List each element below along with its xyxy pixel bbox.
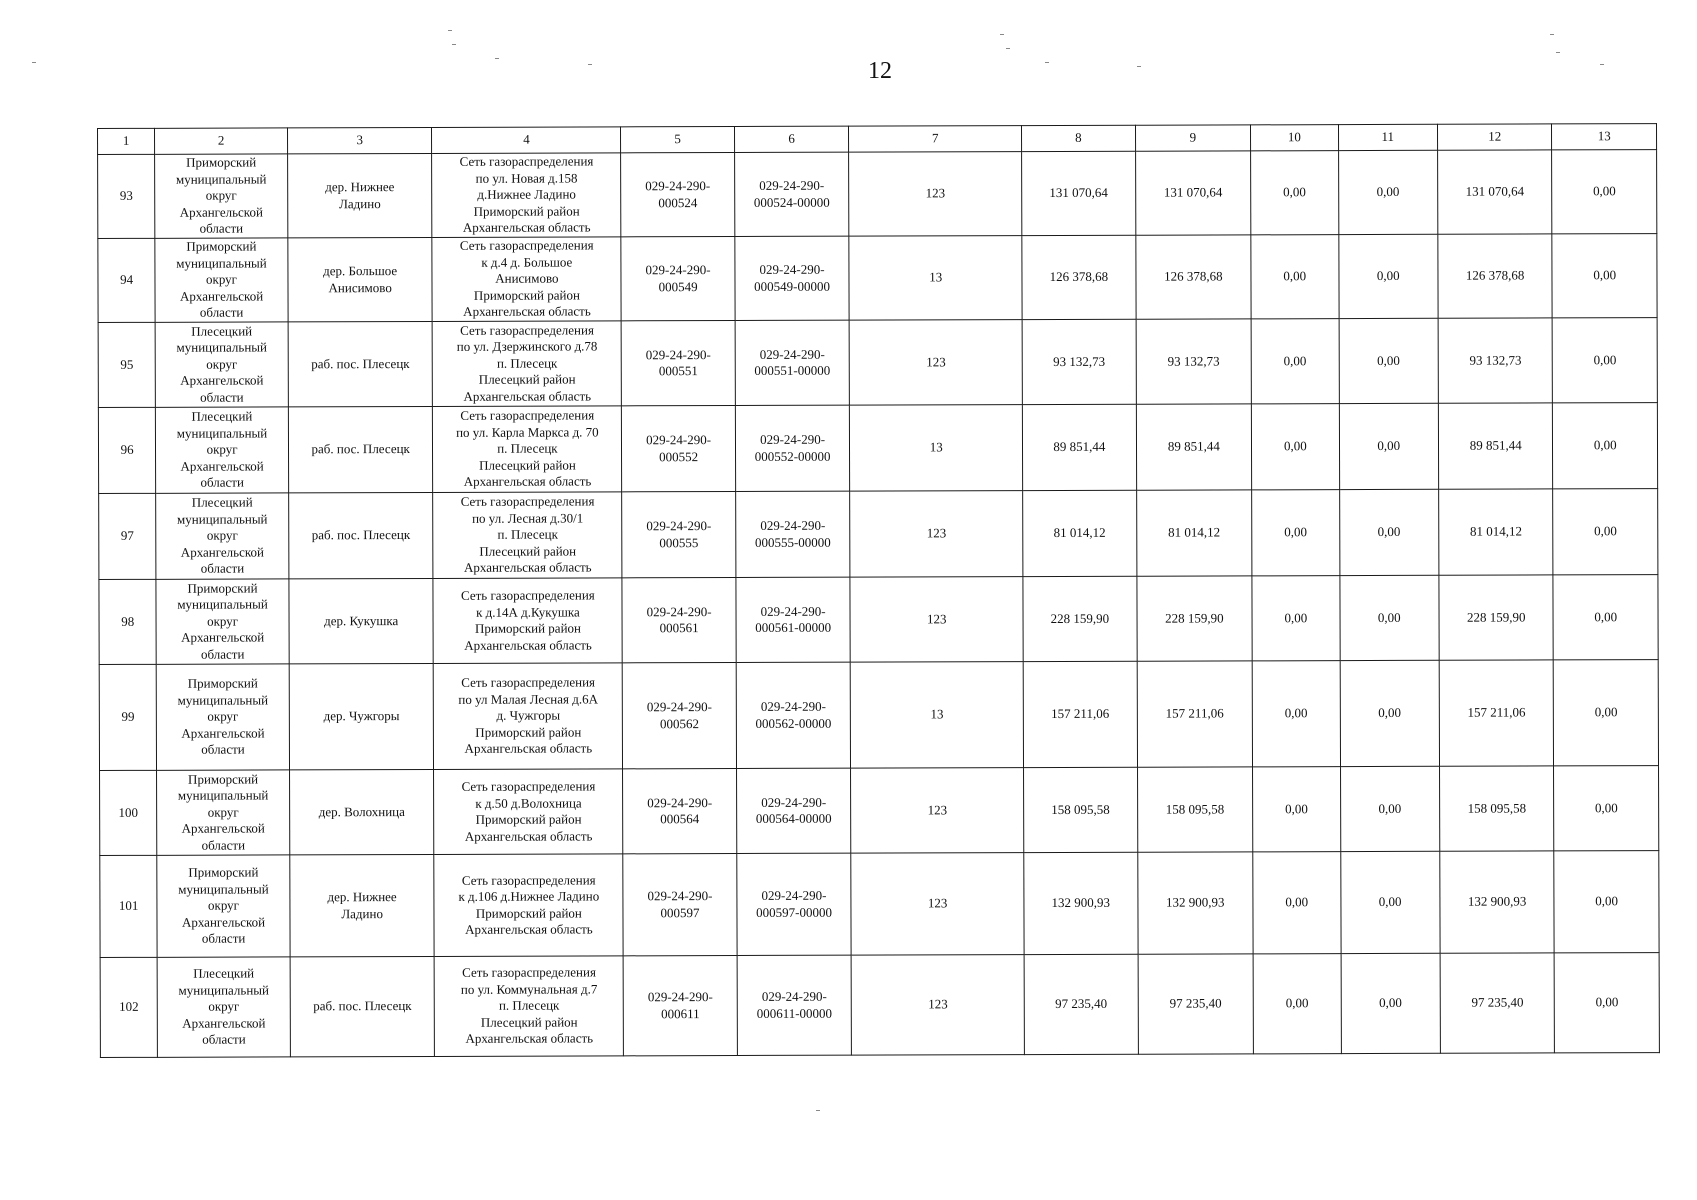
amount-cell: 97 235,40 bbox=[1024, 954, 1138, 1054]
amount-cell: 0,00 bbox=[1553, 318, 1658, 403]
object-description-cell: Сеть газораспределения по ул. Лесная д.30/1 п. Плесецк Плесецкий район Архангельская область bbox=[433, 492, 622, 579]
object-description-cell: Сеть газораспределения к д.14А д.Кукушка Приморский район Архангельская область bbox=[433, 578, 622, 664]
code-cell: 123 bbox=[849, 152, 1022, 237]
scan-speck bbox=[1556, 52, 1560, 53]
amount-cell: 93 132,73 bbox=[1136, 319, 1252, 404]
amount-cell: 89 851,44 bbox=[1438, 403, 1553, 489]
scan-speck bbox=[1600, 64, 1604, 65]
amount-cell: 0,00 bbox=[1554, 851, 1659, 953]
object-description-cell: Сеть газораспределения по ул Малая Лесная д.6А д. Чужгоры Приморский район Архангельская область bbox=[434, 663, 623, 770]
amount-cell: 81 014,12 bbox=[1023, 490, 1137, 576]
row-number-cell: 94 bbox=[98, 238, 156, 322]
amount-cell: 89 851,44 bbox=[1136, 404, 1252, 490]
registry-number-cell: 029-24-290- 000551 bbox=[621, 320, 735, 405]
scan-speck bbox=[452, 44, 456, 45]
object-description-cell: Сеть газораспределения по ул. Карла Маркса д. 70 п. Плесецк Плесецкий район Архангельская область bbox=[433, 406, 622, 493]
municipality-cell: Приморский муниципальный округ Архангельской области bbox=[156, 579, 289, 664]
amount-cell: 93 132,73 bbox=[1438, 318, 1553, 403]
inventory-number-cell: 029-24-290- 000561-00000 bbox=[736, 577, 851, 662]
amount-cell: 131 070,64 bbox=[1022, 151, 1136, 235]
amount-cell: 132 900,93 bbox=[1024, 852, 1138, 954]
amount-cell: 0,00 bbox=[1340, 851, 1440, 953]
row-number-cell: 95 bbox=[98, 322, 156, 407]
inventory-number-cell: 029-24-290- 000555-00000 bbox=[735, 491, 850, 577]
table-row bbox=[99, 575, 1658, 665]
inventory-number-cell: 029-24-290- 000564-00000 bbox=[736, 768, 851, 853]
table-row bbox=[98, 234, 1657, 323]
object-description-cell: Сеть газораспределения по ул. Коммунальная д.7 п. Плесецк Плесецкий район Архангельская область bbox=[435, 956, 624, 1057]
header-cell: 3 bbox=[287, 127, 432, 153]
amount-cell: 131 070,64 bbox=[1135, 151, 1251, 235]
amount-cell: 0,00 bbox=[1252, 490, 1340, 576]
object-description-cell: Сеть газораспределения к д.50 д.Волохница Приморский район Архангельская область bbox=[434, 769, 623, 855]
amount-cell: 158 095,58 bbox=[1439, 766, 1554, 851]
table-row bbox=[98, 403, 1657, 494]
amount-cell: 228 159,90 bbox=[1137, 576, 1253, 661]
amount-cell: 0,00 bbox=[1251, 151, 1339, 235]
table-row bbox=[100, 766, 1659, 856]
registry-number-cell: 029-24-290- 000549 bbox=[621, 236, 735, 320]
header-cell: 6 bbox=[734, 126, 849, 152]
object-description-cell: Сеть газораспределения по ул. Дзержинского д.78 п. Плесецк Плесецкий район Архангельская область bbox=[433, 321, 622, 407]
amount-cell: 157 211,06 bbox=[1137, 661, 1253, 767]
amount-cell: 0,00 bbox=[1553, 489, 1658, 575]
municipality-cell: Плесецкий муниципальный округ Архангельской области bbox=[157, 957, 290, 1057]
row-number-cell: 99 bbox=[99, 664, 157, 770]
inventory-number-cell: 029-24-290- 000551-00000 bbox=[735, 320, 850, 405]
amount-cell: 126 378,68 bbox=[1438, 234, 1553, 318]
municipality-cell: Приморский муниципальный округ Архангельской области bbox=[156, 664, 289, 770]
registry-number-cell: 029-24-290- 000597 bbox=[623, 853, 737, 955]
amount-cell: 0,00 bbox=[1253, 852, 1341, 954]
scan-speck bbox=[448, 30, 452, 31]
settlement-cell: дер. Кукушка bbox=[289, 578, 434, 663]
table-row bbox=[99, 660, 1658, 771]
registry-number-cell: 029-24-290- 000561 bbox=[622, 577, 736, 662]
amount-cell: 0,00 bbox=[1552, 234, 1657, 318]
amount-cell: 97 235,40 bbox=[1440, 953, 1555, 1053]
inventory-number-cell: 029-24-290- 000562-00000 bbox=[736, 662, 851, 768]
code-cell: 123 bbox=[851, 768, 1024, 854]
amount-cell: 126 378,68 bbox=[1135, 235, 1251, 319]
header-cell: 2 bbox=[155, 128, 288, 154]
settlement-cell: раб. пос. Плесецк bbox=[288, 406, 433, 492]
scan-speck bbox=[32, 62, 36, 63]
amount-cell: 132 900,93 bbox=[1440, 851, 1555, 953]
amount-cell: 0,00 bbox=[1251, 404, 1339, 490]
header-cell: 4 bbox=[432, 127, 621, 154]
code-cell: 123 bbox=[850, 491, 1023, 578]
amount-cell: 0,00 bbox=[1553, 403, 1658, 489]
registry-number-cell: 029-24-290- 000555 bbox=[622, 491, 736, 577]
scan-speck bbox=[1137, 66, 1141, 67]
header-cell: 13 bbox=[1552, 124, 1657, 150]
amount-cell: 0,00 bbox=[1341, 953, 1441, 1053]
registry-number-cell: 029-24-290- 000562 bbox=[623, 662, 737, 768]
page-number: 12 bbox=[868, 58, 892, 84]
amount-cell: 0,00 bbox=[1252, 661, 1340, 767]
row-number-cell: 102 bbox=[100, 957, 158, 1057]
amount-cell: 132 900,93 bbox=[1137, 852, 1253, 954]
amount-cell: 81 014,12 bbox=[1136, 490, 1252, 576]
object-description-cell: Сеть газораспределения по ул. Новая д.158 д.Нижнее Ладино Приморский район Архангельская область bbox=[432, 153, 621, 238]
code-cell: 123 bbox=[850, 577, 1023, 663]
code-cell: 123 bbox=[849, 320, 1022, 406]
scan-speck bbox=[1550, 34, 1554, 35]
inventory-number-cell: 029-24-290- 000611-00000 bbox=[737, 955, 852, 1055]
row-number-cell: 93 bbox=[98, 154, 156, 238]
amount-cell: 0,00 bbox=[1251, 235, 1339, 319]
code-cell: 13 bbox=[850, 405, 1023, 492]
amount-cell: 0,00 bbox=[1555, 953, 1660, 1053]
code-cell: 123 bbox=[851, 853, 1024, 956]
table-row bbox=[98, 318, 1657, 408]
municipality-cell: Приморский муниципальный округ Архангельской области bbox=[157, 855, 290, 957]
amount-cell: 0,00 bbox=[1338, 234, 1438, 318]
header-cell: 1 bbox=[98, 128, 155, 154]
inventory-number-cell: 029-24-290- 000549-00000 bbox=[735, 236, 850, 320]
amount-cell: 0,00 bbox=[1339, 489, 1439, 575]
amount-cell: 0,00 bbox=[1339, 318, 1439, 403]
amount-cell: 97 235,40 bbox=[1138, 954, 1254, 1054]
municipality-cell: Приморский муниципальный округ Архангельской области bbox=[157, 770, 290, 855]
settlement-cell: раб. пос. Плесецк bbox=[290, 956, 435, 1056]
scan-speck bbox=[588, 64, 592, 65]
municipality-cell: Плесецкий муниципальный округ Архангельской области bbox=[156, 407, 289, 493]
document-table-container bbox=[97, 123, 1660, 1058]
settlement-cell: дер. Волохница bbox=[289, 769, 434, 854]
inventory-number-cell: 029-24-290- 000552-00000 bbox=[735, 405, 850, 491]
header-cell: 7 bbox=[849, 126, 1022, 153]
code-cell: 13 bbox=[851, 662, 1024, 769]
inventory-number-cell: 029-24-290- 000597-00000 bbox=[737, 853, 852, 955]
header-cell: 5 bbox=[621, 126, 735, 152]
header-cell: 11 bbox=[1338, 124, 1438, 150]
amount-cell: 0,00 bbox=[1554, 766, 1659, 851]
header-cell: 12 bbox=[1437, 124, 1552, 150]
municipality-cell: Приморский муниципальный округ Архангельской области bbox=[155, 154, 288, 238]
amount-cell: 158 095,58 bbox=[1024, 767, 1138, 852]
amount-cell: 0,00 bbox=[1252, 576, 1340, 661]
amount-cell: 0,00 bbox=[1253, 767, 1341, 852]
header-cell: 9 bbox=[1135, 125, 1251, 151]
settlement-cell: дер. Большое Анисимово bbox=[288, 237, 433, 321]
amount-cell: 81 014,12 bbox=[1439, 489, 1554, 575]
amount-cell: 157 211,06 bbox=[1023, 661, 1137, 767]
code-cell: 13 bbox=[849, 236, 1022, 321]
registry-number-cell: 029-24-290- 000524 bbox=[621, 152, 735, 236]
object-description-cell: Сеть газораспределения к д.4 д. Большое Анисимово Приморский район Архангельская область bbox=[432, 237, 621, 322]
registry-number-cell: 029-24-290- 000552 bbox=[622, 405, 736, 491]
amount-cell: 228 159,90 bbox=[1023, 576, 1137, 661]
amount-cell: 0,00 bbox=[1338, 150, 1438, 234]
amount-cell: 0,00 bbox=[1251, 319, 1339, 404]
settlement-cell: раб. пос. Плесецк bbox=[288, 492, 433, 578]
amount-cell: 228 159,90 bbox=[1439, 575, 1554, 660]
scan-speck bbox=[1045, 62, 1049, 63]
amount-cell: 131 070,64 bbox=[1438, 150, 1553, 234]
amount-cell: 0,00 bbox=[1339, 403, 1439, 489]
amount-cell: 0,00 bbox=[1552, 150, 1657, 234]
settlement-cell: дер. Чужгоры bbox=[289, 663, 434, 769]
municipality-cell: Плесецкий муниципальный округ Архангельской области bbox=[156, 493, 289, 579]
inventory-number-cell: 029-24-290- 000524-00000 bbox=[734, 152, 849, 236]
settlement-cell: дер. Нижнее Ладино bbox=[287, 153, 432, 237]
object-description-cell: Сеть газораспределения к д.106 д.Нижнее Ладино Приморский район Архангельская область bbox=[434, 854, 623, 957]
amount-cell: 0,00 bbox=[1339, 575, 1439, 660]
settlement-cell: дер. Нижнее Ладино bbox=[290, 854, 435, 956]
amount-cell: 157 211,06 bbox=[1439, 660, 1554, 766]
amount-cell: 0,00 bbox=[1340, 660, 1440, 766]
scan-speck bbox=[1006, 48, 1010, 49]
municipality-cell: Приморский муниципальный округ Архангельской области bbox=[155, 238, 288, 322]
amount-cell: 0,00 bbox=[1553, 575, 1658, 660]
amount-cell: 0,00 bbox=[1340, 766, 1440, 851]
amount-cell: 89 851,44 bbox=[1022, 404, 1136, 490]
row-number-cell: 98 bbox=[99, 579, 157, 664]
row-number-cell: 96 bbox=[98, 407, 156, 493]
code-cell: 123 bbox=[851, 955, 1024, 1056]
amount-cell: 126 378,68 bbox=[1022, 235, 1136, 319]
amount-cell: 0,00 bbox=[1554, 660, 1659, 766]
register-table bbox=[97, 123, 1660, 1058]
row-number-cell: 101 bbox=[100, 855, 158, 957]
settlement-cell: раб. пос. Плесецк bbox=[288, 321, 433, 406]
table-row bbox=[100, 953, 1659, 1058]
row-number-cell: 97 bbox=[99, 493, 157, 579]
table-row bbox=[98, 150, 1657, 239]
scan-speck bbox=[1000, 34, 1004, 35]
scan-speck bbox=[495, 58, 499, 59]
registry-number-cell: 029-24-290- 000564 bbox=[623, 768, 737, 853]
amount-cell: 93 132,73 bbox=[1022, 319, 1136, 404]
table-row bbox=[100, 851, 1659, 958]
table-row bbox=[99, 489, 1658, 580]
amount-cell: 158 095,58 bbox=[1137, 767, 1253, 852]
header-cell: 8 bbox=[1022, 125, 1136, 151]
municipality-cell: Плесецкий муниципальный округ Архангельской области bbox=[155, 322, 288, 407]
row-number-cell: 100 bbox=[100, 770, 158, 855]
scan-speck bbox=[816, 1110, 820, 1111]
amount-cell: 0,00 bbox=[1253, 954, 1341, 1054]
header-cell: 10 bbox=[1251, 125, 1338, 151]
registry-number-cell: 029-24-290- 000611 bbox=[623, 955, 737, 1055]
